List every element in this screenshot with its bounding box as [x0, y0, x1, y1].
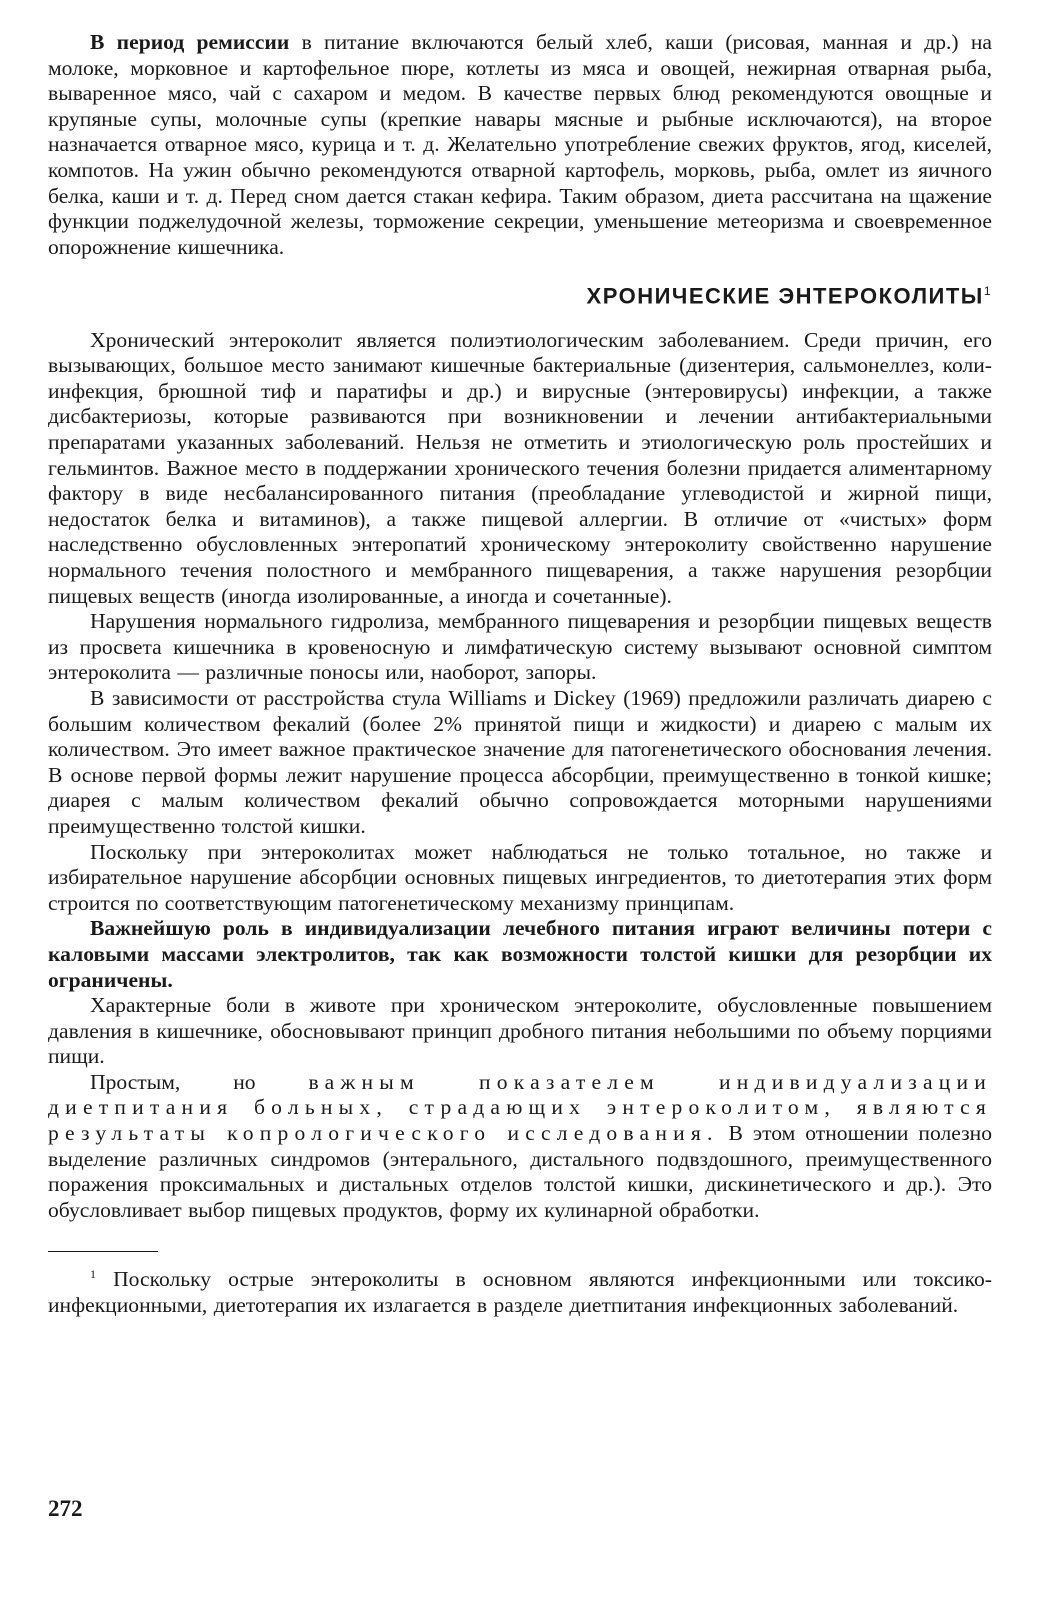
- section-title: ХРОНИЧЕСКИЕ ЭНТЕРОКОЛИТЫ: [586, 283, 984, 309]
- section-footnote-mark: 1: [983, 284, 992, 299]
- intro-paragraph: [48, 30, 992, 260]
- footnote-mark: 1: [90, 1267, 96, 1282]
- coprology-start: Простым, но: [90, 1069, 309, 1094]
- intro-lead: В период ремиссии: [90, 30, 290, 54]
- footnote-divider: [48, 1251, 158, 1252]
- paragraph-absorption: Поскольку при энтероколитах может наблюдаться не только тотальное, но также и избирательное нарушение абсорбции основных пищевых ингредиентов, то диетотерапия этих форм строится по соответствующим патогенетическому механизму принципам.: [48, 839, 992, 915]
- paragraph-diarrhea: В зависимости от расстройства стула Williams и Dickey (1969) предложили различать диарею с большим количеством фекалий (более 2% принятой пищи и жидкости) и диарею с малым их количеством. Это имеет важное практическое значение для патогенетического обоснования лечения. В основе первой формы лежит нарушение процесса абсорбции, преимущественно в тонкой кишке; диарея с малым количеством фекалий обычно сопровождается моторными нарушениями преимущественно толстой кишки.: [48, 685, 992, 838]
- section-heading: [48, 278, 992, 309]
- page-number: 272: [48, 1496, 83, 1521]
- paragraph-digestion: Нарушения нормального гидролиза, мембранного пищеварения и резорбции пищевых веществ из просвета кишечника в кровеносную и лимфатическую систему вызывают основной симптом энтероколита — различные поносы или, наоборот, запоры.: [48, 609, 992, 685]
- coprology-spaced: важным показателем индивидуализации диетпитания больных, страдающих энтероколитом, являются результаты копрологического исследования.: [48, 1069, 992, 1146]
- paragraph-electrolytes: Важнейшую роль в индивидуализации лечебного питания играют величины потери с каловыми массами электролитов, так как возможности толстой кишки для резорбции их ограничены.: [48, 916, 992, 992]
- paragraph-etiology: Хронический энтероколит является полиэтиологическим заболеванием. Среди причин, его вызывающих, большое место занимают кишечные бактериальные (дизентерия, сальмонеллез, коли-инфекция, брюшной тиф и паратифы и др.) и вирусные (энтеровирусы) инфекции, а также дисбактериозы, которые развиваются при возникновении и лечении антибактериальными препаратами указанных заболеваний. Нельзя не отметить и этиологическую роль простейших и гельминтов. Важное место в поддержании хронического течения болезни придается алиментарному фактору в виде несбалансированного питания (преобладание углеводистой и жирной пищи, недостаток белка и витаминов), а также пищевой аллергии. В отличие от «чистых» форм наследственно обусловленных энтеропатий хроническому энтероколиту свойственно нарушение нормального течения полостного и мембранного пищеварения, а также нарушения резорбции пищевых веществ (иногда изолированные, а иногда и сочетанные).: [48, 327, 992, 608]
- footnote: [48, 1262, 992, 1318]
- paragraph-coprology: [48, 1070, 992, 1224]
- footnote-text: Поскольку острые энтероколиты в основном являются инфекционными или токсико-инфекционными, диетотерапия их излагается в разделе диетпитания инфекционных заболеваний.: [48, 1267, 992, 1318]
- intro-text: в питание включаются белый хлеб, каши (рисовая, манная и др.) на молоке, морковное и картофельное пюре, котлеты из мяса и овощей, нежирная отварная рыба, вываренное мясо, чай с сахаром и медом. В качестве первых блюд рекомендуются овощные и крупяные супы, молочные супы (крепкие навары мясные и рыбные исключаются), на второе назначается отварное мясо, курица и т. д. Желательно употребление свежих фруктов, ягод, киселей, компотов. На ужин обычно рекомендуются отварной картофель, морковь, рыба, омлет из яичного белка, каши и т. д. Перед сном дается стакан кефира. Таким образом, диета рассчитана на щажение функции поджелудочной железы, торможение секреции, уменьшение метеоризма и своевременное опорожнение кишечника.: [48, 30, 992, 259]
- book-page: [48, 30, 992, 1580]
- coprology-end: В этом отношении полезно выделение различных синдромов (энтерального, дистального подвздошного, преимущественного поражения проксимальных и дистальных отделов толстой кишки, дискинетического и др.). Это обусловливает выбор пищевых продуктов, форму их кулинарной обработки.: [48, 1121, 992, 1222]
- paragraph-pain: Характерные боли в животе при хроническом энтероколите, обусловленные повышением давления в кишечнике, обосновывают принцип дробного питания небольшими по объему порциями пищи.: [48, 993, 992, 1069]
